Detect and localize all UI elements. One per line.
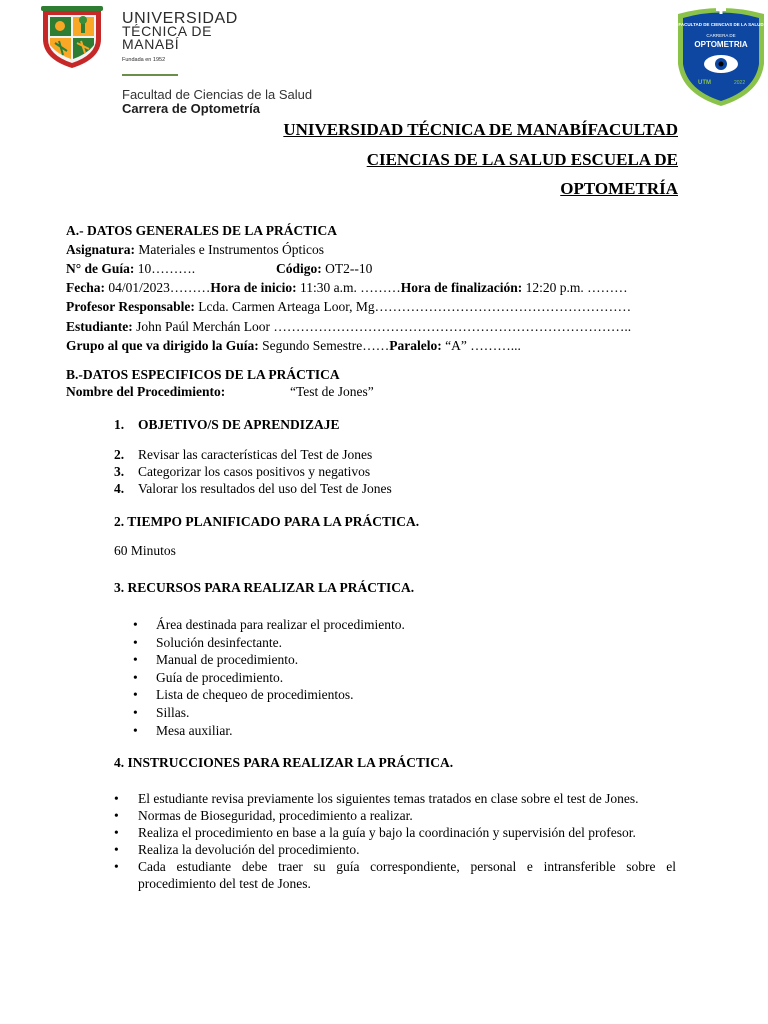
list-item — [114, 480, 392, 497]
university-name-line1: UNIVERSIDAD — [122, 10, 238, 27]
badge-top-text: FACULTAD DE CIENCIAS DE LA SALUD — [678, 22, 764, 27]
codigo-value: OT2--10 — [321, 261, 373, 276]
profesor-value: Lcda. Carmen Arteaga Loor, Mg………………………………………………… — [194, 299, 632, 314]
list-item: • Realiza el procedimiento en base a la guía y bajo la coordinación y supervisión del profesor. — [114, 824, 676, 841]
list-item: • Área destinada para realizar el procedimiento. — [133, 616, 405, 634]
section-a-heading: A.- DATOS GENERALES DE LA PRÁCTICA — [66, 223, 338, 238]
document-title-line2 — [367, 150, 678, 170]
recursos-list — [133, 616, 405, 739]
title-school-text: ESCUELA DE — [566, 150, 678, 169]
career-name: Carrera de Optometría — [122, 101, 260, 116]
document-title-line3: OPTOMETRÍA — [560, 179, 678, 198]
title-faculty-text: CIENCIAS DE LA SALUD — [366, 150, 567, 169]
list-item: • Normas de Bioseguridad, procedimiento a realizar. — [114, 807, 676, 824]
badge-name-text: OPTOMETRIA — [694, 40, 748, 49]
list-item-text: Valorar los resultados del uso del Test de Jones — [138, 481, 392, 496]
university-crest-logo — [37, 5, 107, 71]
document-title-line1: UNIVERSIDAD TÉCNICA DE MANABÍFACULTAD — [283, 120, 678, 139]
optometry-badge-logo — [674, 4, 768, 108]
fecha-label: Fecha: — [66, 280, 105, 295]
tiempo-heading: 2. TIEMPO PLANIFICADO PARA LA PRÁCTICA. — [114, 514, 420, 529]
grupo-value: Segundo Semestre…… — [258, 338, 390, 353]
list-item: • Guía de procedimiento. — [133, 669, 405, 687]
list-item-number: 3. — [114, 464, 125, 479]
instrucciones-list — [114, 790, 676, 892]
list-item: • El estudiante revisa previamente los siguientes temas tratados en clase sobre el test de Jones. — [114, 790, 676, 807]
list-item — [114, 446, 392, 463]
asignatura-label: Asignatura: — [66, 242, 136, 257]
fecha-row — [66, 279, 628, 296]
badge-sub-text: CARRERA DE — [706, 33, 736, 38]
asignatura-value: Materiales e Instrumentos Ópticos — [135, 242, 324, 257]
codigo-row — [276, 260, 372, 277]
list-item: • Solución desinfectante. — [133, 634, 405, 652]
list-item: • Mesa auxiliar. — [133, 722, 405, 740]
guia-value: 10………. — [134, 261, 196, 276]
list-item: • Manual de procedimiento. — [133, 651, 405, 669]
university-name — [122, 12, 238, 67]
guia-label: N° de Guía: — [66, 261, 135, 276]
objetivos-list — [114, 446, 392, 497]
tiempo-value: 60 Minutos — [114, 543, 176, 558]
procedimiento-value: “Test de Jones” — [290, 384, 374, 399]
paralelo-value: “A” ………... — [441, 338, 521, 353]
paralelo-label: Paralelo: — [389, 338, 442, 353]
codigo-label: Código: — [276, 261, 322, 276]
profesor-label: Profesor Responsable: — [66, 299, 195, 314]
procedimiento-label: Nombre del Procedimiento: — [66, 384, 226, 399]
list-item: • Sillas. — [133, 704, 405, 722]
hora-fin-value: 12:20 p.m. ……… — [522, 280, 628, 295]
list-item-text: Revisar las características del Test de Jones — [138, 447, 373, 462]
founded-text: Fundada en 1952 — [122, 57, 166, 63]
list-item: • Realiza la devolución del procedimiento. — [114, 841, 676, 858]
guia-row — [66, 260, 195, 277]
hora-inicio-value: 11:30 a.m. ……… — [296, 280, 401, 295]
list-item: • Cada estudiante debe traer su guía correspondiente, personal e intransferible sobre el procedimiento del test de Jones. — [114, 858, 676, 892]
header-divider — [122, 74, 178, 76]
hora-inicio-label: Hora de inicio: — [210, 280, 297, 295]
badge-left-text: UTM — [698, 80, 711, 86]
estudiante-label: Estudiante: — [66, 319, 133, 334]
section-b-heading: B.-DATOS ESPECIFICOS DE LA PRÁCTICA — [66, 367, 340, 382]
objetivos-heading: OBJETIVO/S DE APRENDIZAJE — [138, 417, 340, 432]
list-item-text: Categorizar los casos positivos y negativos — [138, 464, 371, 479]
estudiante-value: John Paúl Merchán Loor …………………………………………………………………….. — [132, 319, 632, 334]
university-name-line2: TÉCNICA DE — [122, 23, 213, 39]
faculty-name: Facultad de Ciencias de la Salud — [122, 87, 313, 102]
estudiante-row — [66, 318, 631, 335]
instrucciones-heading: 4. INSTRUCCIONES PARA REALIZAR LA PRÁCTICA. — [114, 755, 454, 770]
list-item: • Lista de chequeo de procedimientos. — [133, 686, 405, 704]
list-item — [114, 463, 392, 480]
badge-right-text: 2022 — [734, 80, 746, 86]
list-item-number: 4. — [114, 481, 125, 496]
profesor-row — [66, 298, 631, 315]
grupo-row — [66, 337, 521, 354]
grupo-label: Grupo al que va dirigido la Guía: — [66, 338, 259, 353]
university-name-line3: MANABÍ — [122, 36, 180, 52]
asignatura-row — [66, 241, 324, 258]
hora-fin-label: Hora de finalización: — [400, 280, 523, 295]
recursos-heading: 3. RECURSOS PARA REALIZAR LA PRÁCTICA. — [114, 580, 415, 595]
fecha-value: 04/01/2023……… — [104, 280, 211, 295]
list-item-number: 2. — [114, 447, 125, 462]
objetivos-heading-number: 1. — [114, 417, 125, 432]
